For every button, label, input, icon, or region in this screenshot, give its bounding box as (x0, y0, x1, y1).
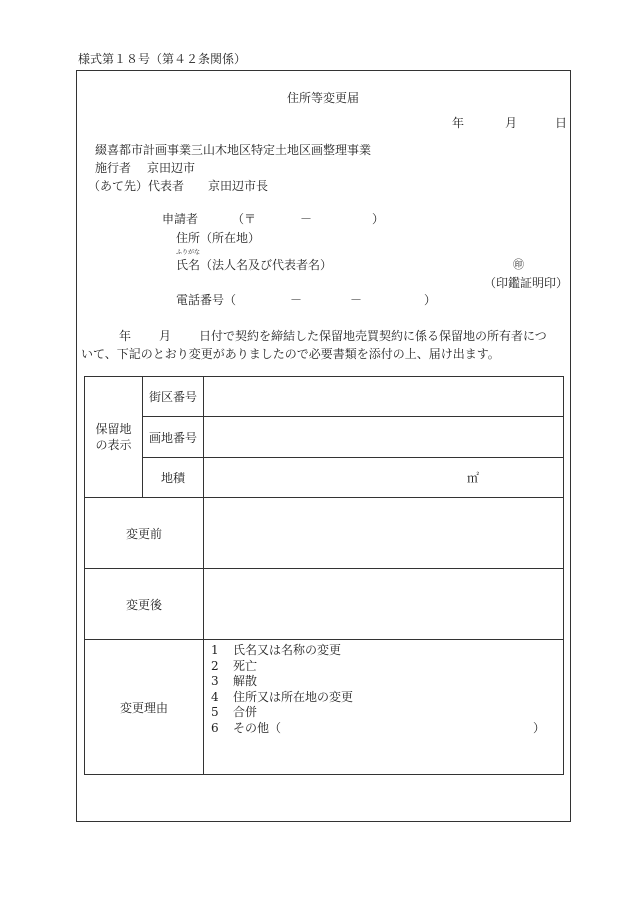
addressee-prefix: （あて先）代表者 (88, 179, 185, 193)
name-label: 氏名（法人名及び代表者名） (176, 258, 333, 272)
postal-close: ） (372, 212, 385, 226)
reason-item[interactable]: 3 解散 (211, 674, 258, 688)
date-year-label: 年 (452, 116, 465, 130)
address-label: 住所（所在地） (176, 231, 261, 245)
date-day-label: 日 (555, 116, 568, 130)
block-label: 街区番号 (143, 377, 204, 417)
group-label: 保留地の表示 (95, 422, 132, 452)
reserved-land-table (84, 376, 564, 775)
operator-label: 施行者 (95, 161, 132, 175)
body-line2: いて、下記のとおり変更がありましたので必要書類を添付の上、届け出ます。 (81, 347, 500, 361)
seal-mark: ㊞ (513, 258, 524, 271)
operator-value: 京田辺市 (147, 161, 196, 175)
area-label: 地積 (143, 458, 204, 498)
reason-cell (204, 640, 564, 775)
area-value[interactable] (204, 458, 564, 498)
body-month: 月 (159, 329, 172, 343)
reason-label: 変更理由 (85, 640, 204, 775)
body-line1: 日付で契約を締結した保留地売買契約に係る保留地の所有者につ (199, 329, 547, 343)
after-value[interactable] (204, 569, 564, 640)
body-year: 年 (119, 329, 132, 343)
after-label: 変更後 (85, 569, 204, 640)
reason-item-other[interactable]: 6 その他（ ） (211, 720, 546, 735)
phone-close: ） (424, 293, 437, 307)
page-title: 住所等変更届 (287, 91, 360, 105)
reason-item[interactable]: 2 死亡 (211, 658, 258, 673)
reason-other-close: ） (533, 720, 546, 735)
postal-open: （〒 (232, 212, 257, 226)
date-month-label: 月 (505, 116, 518, 130)
phone-label: 電話番号（ (176, 293, 237, 307)
lot-value[interactable] (204, 417, 564, 458)
reason-item[interactable]: 4 住所又は所在地の変更 (211, 689, 354, 704)
area-unit: ㎡ (466, 471, 479, 485)
applicant-label: 申請者 (162, 212, 199, 226)
phone-dash-2: － (350, 293, 363, 307)
before-label: 変更前 (85, 498, 204, 569)
seal-note: （印鑑証明印） (484, 276, 569, 290)
reason-item[interactable]: 1 氏名又は名称の変更 (211, 643, 342, 657)
form-number: 様式第１８号（第４２条関係） (78, 52, 247, 66)
before-value[interactable] (204, 498, 564, 569)
project-name: 綴喜都市計画事業三山木地区特定土地区画整理事業 (95, 143, 372, 157)
lot-label: 画地番号 (143, 417, 204, 458)
block-value[interactable] (204, 377, 564, 417)
addressee-value: 京田辺市長 (208, 179, 269, 193)
furigana-label: ふりがな (176, 249, 201, 256)
phone-dash-1: － (290, 293, 303, 307)
postal-dash: － (300, 212, 313, 226)
reason-list (204, 643, 563, 736)
group-label-cell (85, 377, 143, 498)
reason-item[interactable]: 5 合併 (211, 705, 258, 719)
